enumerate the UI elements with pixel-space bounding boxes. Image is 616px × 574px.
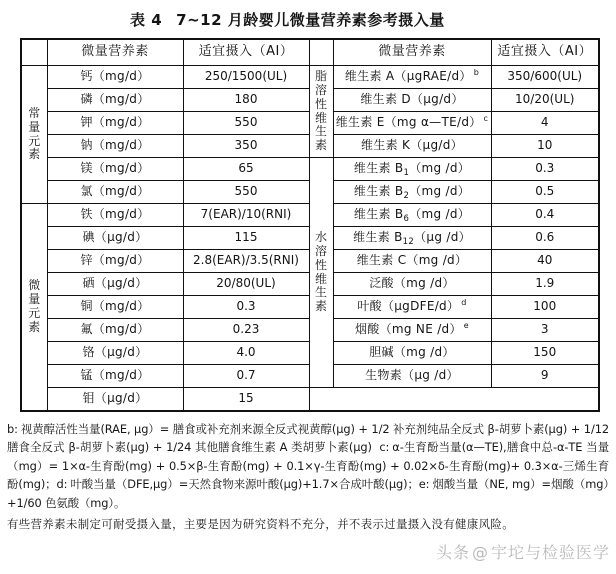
footnote-marker: c xyxy=(483,114,489,124)
header-ai-left: 适宜摄入（AI） xyxy=(183,39,309,66)
nutrient-ai: 20/80(UL) xyxy=(183,273,309,296)
nutrient-ai: 9 xyxy=(491,365,599,388)
group-label-water-soluble-vitamins: 水溶性维生素 xyxy=(309,158,333,388)
footnote-text-d: 叶酸当量（DFE,μg）=天然食物来源叶酸(μg)+1.7×合成叶酸(μg)； xyxy=(70,477,419,492)
nutrient-name: 硒（μg/d） xyxy=(47,273,183,296)
nutrient-ai: 65 xyxy=(183,158,309,181)
nutrient-ai: 7(EAR)/10(RNI) xyxy=(183,204,309,227)
nutrient-name: 叶酸（μgDFE/d） $^d$ xyxy=(333,296,491,319)
nutrient-table-container xyxy=(0,38,616,412)
nutrient-ai: 350 xyxy=(183,135,309,158)
nutrient-name: 铜（mg/d） xyxy=(47,296,183,319)
nutrient-ai: 180 xyxy=(183,89,309,112)
nutrient-ai: 0.3 xyxy=(183,296,309,319)
nutrient-name: 钾（mg/d） xyxy=(47,112,183,135)
nutrient-name: 氟（mg/d） xyxy=(47,319,183,342)
nutrient-name: 烟酸（mg NE /d） $^e$ xyxy=(333,319,491,342)
table-title-text: 7~12 月龄婴儿微量营养素参考摄入量 xyxy=(176,11,445,29)
nutrient-name: 磷（mg/d） xyxy=(47,89,183,112)
nutrient-name: 维生素 D（μg/d） xyxy=(333,89,491,112)
table-header-row xyxy=(21,39,599,66)
footnote-label-d: d: xyxy=(56,477,68,492)
nutrient-name: 维生素 K（μg/d） xyxy=(333,135,491,158)
nutrient-name: 锰（mg/d） xyxy=(47,365,183,388)
nutrient-name: 氯（mg/d） xyxy=(47,181,183,204)
table-row xyxy=(21,66,599,89)
nutrient-ai: 550 xyxy=(183,112,309,135)
nutrient-ai: 0.3 xyxy=(491,158,599,181)
nutrient-ai: 10/20(UL) xyxy=(491,89,599,112)
nutrient-name: 镁（mg/d） xyxy=(47,158,183,181)
nutrient-name: 生物素（μg /d） xyxy=(333,365,491,388)
nutrient-name: 维生素 $B_2(mg$ /d） xyxy=(333,181,491,204)
nutrient-ai: 2.8(EAR)/3.5(RNI) xyxy=(183,250,309,273)
nutrient-ai: 350/600(UL) xyxy=(491,66,599,89)
nutrient-ai: 4.0 xyxy=(183,342,309,365)
watermark-at-symbol: @ xyxy=(471,543,489,562)
group-label-macro-elements: 常量元素 xyxy=(21,66,47,204)
header-ai-right: 适宜摄入（AI） xyxy=(491,39,599,66)
nutrient-ai: 0.5 xyxy=(491,181,599,204)
nutrient-name: 维生素 A（μgRAE/d） $^b$ xyxy=(333,66,491,89)
nutrient-ai: 100 xyxy=(491,296,599,319)
nutrient-ai: 0.7 xyxy=(183,365,309,388)
nutrient-ai: 3 xyxy=(491,319,599,342)
nutrient-name: 钠（mg/d） xyxy=(47,135,183,158)
nutrient-ai: 0.4 xyxy=(491,204,599,227)
table-row xyxy=(21,388,599,412)
header-nutrient-left: 微量营养素 xyxy=(47,39,183,66)
nutrient-ai: 0.23 xyxy=(183,319,309,342)
group-label-trace-elements: 微量元素 xyxy=(21,204,47,412)
nutrient-name: 维生素 $B_1(mg$ /d） xyxy=(333,158,491,181)
nutrient-ai: 550 xyxy=(183,181,309,204)
nutrient-name: 维生素 E（mg α—TE/d） $^c$ xyxy=(333,112,491,135)
nutrient-name: 钼（μg/d） xyxy=(47,388,183,412)
nutrient-name: 锌（mg/d） xyxy=(47,250,183,273)
empty-cell xyxy=(333,388,491,412)
footnote-marker: e xyxy=(463,321,469,331)
empty-cell xyxy=(309,388,333,412)
group-label-fat-soluble-vitamins: 脂溶性维生素 xyxy=(309,66,333,158)
nutrient-ai: 1.9 xyxy=(491,273,599,296)
header-spacer-right xyxy=(309,39,333,66)
nutrient-ai: 15 xyxy=(183,388,309,412)
footnote-marker: b xyxy=(473,68,480,78)
nutrient-name: 维生素 C（mg /d） xyxy=(333,250,491,273)
nutrient-reference-table xyxy=(20,38,600,412)
empty-cell xyxy=(491,388,599,412)
table-row xyxy=(21,158,599,181)
nutrient-name: 碘（μg/d） xyxy=(47,227,183,250)
nutrient-name: 泛酸（mg /d） xyxy=(333,273,491,296)
nutrient-name: 维生素 $B_6(mg$ /d） xyxy=(333,204,491,227)
nutrient-name: 胆碱（mg /d） xyxy=(333,342,491,365)
watermark xyxy=(436,540,610,563)
footnote-text-e: 烟酸当量（NE, mg）=烟酸（mg）+1/60 色氨酸（mg）。 xyxy=(7,477,609,510)
nutrient-ai: 4 xyxy=(491,112,599,135)
nutrient-name: 铁（mg/d） xyxy=(47,204,183,227)
watermark-handle: 宇坨与检验医学 xyxy=(490,543,610,562)
footnote-final-note: 有些营养素未制定可耐受摄入量，主要是因为研究资料不充分，并不表示过量摄入没有健康风险。 xyxy=(7,517,514,532)
nutrient-ai: 40 xyxy=(491,250,599,273)
watermark-prefix: 头条 xyxy=(435,543,470,562)
footnote-label-b: b: xyxy=(7,422,18,436)
footnote-text-b: 视黄醇活性当量(RAE, μg）= 膳食或补充剂来源全反式视黄醇(μg) + 1/2 补充剂纯品全反式 β-胡萝卜素(μg) + 1/12 膳食全反式 β-胡萝卜素(μg) + 1/24 其他膳食维生素 A 类胡萝卜素(μg) xyxy=(7,422,609,455)
nutrient-ai: 10 xyxy=(491,135,599,158)
header-spacer-left xyxy=(21,39,47,66)
footnote-paragraph xyxy=(7,420,609,512)
nutrient-name: 钙（mg/d） xyxy=(47,66,183,89)
nutrient-name: 维生素 $B_{12}(\mu g$ /d） xyxy=(333,227,491,250)
table-title xyxy=(0,0,616,38)
footnote-label-e: e: xyxy=(418,477,430,492)
footnotes-block xyxy=(0,412,616,534)
footnote-marker: d xyxy=(461,298,467,308)
nutrient-ai: 250/1500(UL) xyxy=(183,66,309,89)
nutrient-ai: 0.6 xyxy=(491,227,599,250)
footnote-label-c: c: xyxy=(379,440,390,455)
nutrient-ai: 150 xyxy=(491,342,599,365)
nutrient-name: 铬（μg/d） xyxy=(47,342,183,365)
footnote-text-c: α-生育酚当量(α—TE),膳食中总-α-TE 当量（mg）= 1×α-生育酚(mg) + 0.5×β-生育酚(mg) + 0.1×γ-生育酚(mg) + 0.02×δ-生育酚(mg)+ 0.3×α-三烯生育酚(mg)； xyxy=(7,440,610,492)
table-number: 表 4 xyxy=(130,11,163,29)
header-nutrient-right: 微量营养素 xyxy=(333,39,491,66)
nutrient-ai: 115 xyxy=(183,227,309,250)
